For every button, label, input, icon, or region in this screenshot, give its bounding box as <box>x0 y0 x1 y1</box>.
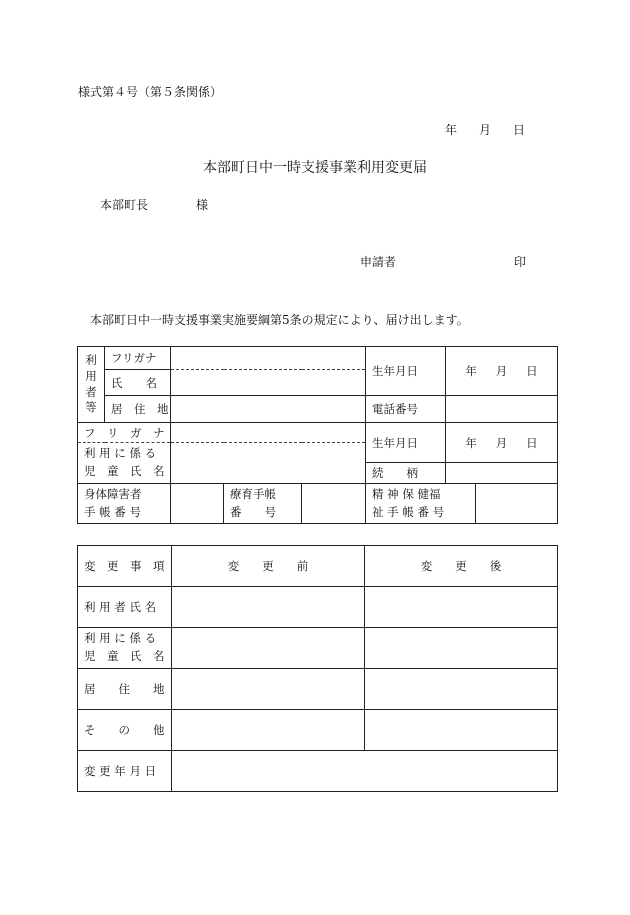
intro-text: 本部町日中一時支援事業実施要綱第5条の規定により、届け出します。 <box>90 313 469 327</box>
col-after-header: 変 更 後 <box>365 546 558 587</box>
date-year: 年 <box>445 123 458 137</box>
row-other-label: そ の 他 <box>78 710 172 751</box>
relationship-field[interactable] <box>446 463 558 484</box>
name-label: 氏 名 <box>105 370 171 396</box>
col-before-header: 変 更 前 <box>172 546 365 587</box>
change-details-table <box>77 545 558 792</box>
child-name-after-field[interactable] <box>365 628 558 669</box>
date-day: 日 <box>512 123 525 137</box>
child-birth-date-label: 生年月日 <box>366 423 446 463</box>
residence-before-field[interactable] <box>172 669 365 710</box>
birth-date-label: 生年月日 <box>366 347 446 396</box>
col-item-header: 変 更 事 項 <box>78 546 172 587</box>
row-child-name-label: 利 用 に 係 る 児 童 氏 名 <box>78 628 172 669</box>
residence-after-field[interactable] <box>365 669 558 710</box>
child-furigana-label: フ リ ガ ナ <box>78 423 171 443</box>
child-birth-date-field[interactable]: 年 月 日 <box>446 423 558 463</box>
relationship-label: 続 柄 <box>366 463 446 484</box>
furigana-label: フリガナ <box>105 347 171 370</box>
applicant-label: 申請者 <box>360 255 397 269</box>
form-number: 様式第４号（第５条関係） <box>78 85 223 99</box>
user-group-label: 利 用 者 等 <box>78 347 105 423</box>
rehab-cert-label: 療育手帳 番 号 <box>224 484 302 524</box>
child-name-label: 利 用 に 係 る 児 童 氏 名 <box>78 443 171 484</box>
disability-cert-field[interactable] <box>171 484 224 524</box>
mental-cert-label: 精 神 保 健福 祉 手 帳 番 号 <box>366 484 476 524</box>
user-name-after-field[interactable] <box>365 587 558 628</box>
mental-cert-field[interactable] <box>476 484 558 524</box>
user-name-before-field[interactable] <box>172 587 365 628</box>
phone-label: 電話番号 <box>366 396 446 423</box>
address-label: 居 住 地 <box>105 396 171 423</box>
date-month: 月 <box>478 123 491 137</box>
date-line <box>445 124 525 136</box>
document-title: 本部町日中一時支援事業利用変更届 <box>203 160 427 176</box>
seal-mark: 印 <box>514 255 527 269</box>
other-after-field[interactable] <box>365 710 558 751</box>
address-field[interactable] <box>171 396 366 423</box>
other-before-field[interactable] <box>172 710 365 751</box>
row-residence-label: 居 住 地 <box>78 669 172 710</box>
disability-cert-label: 身体障害者 手 帳 番 号 <box>78 484 171 524</box>
furigana-field[interactable] <box>171 347 366 370</box>
rehab-cert-field[interactable] <box>302 484 366 524</box>
addressee-name: 本部町長 <box>100 198 149 212</box>
addressee-honorific: 様 <box>196 198 209 212</box>
birth-date-field[interactable]: 年 月 日 <box>446 347 558 396</box>
child-furigana-field[interactable] <box>171 423 366 443</box>
child-name-field[interactable] <box>171 443 366 484</box>
row-change-date-label: 変 更 年 月 日 <box>78 751 172 792</box>
applicant-info-table <box>77 346 558 524</box>
name-field[interactable] <box>171 370 366 396</box>
child-name-before-field[interactable] <box>172 628 365 669</box>
phone-field[interactable] <box>446 396 558 423</box>
change-date-field[interactable] <box>172 751 558 792</box>
row-user-name-label: 利 用 者 氏 名 <box>78 587 172 628</box>
